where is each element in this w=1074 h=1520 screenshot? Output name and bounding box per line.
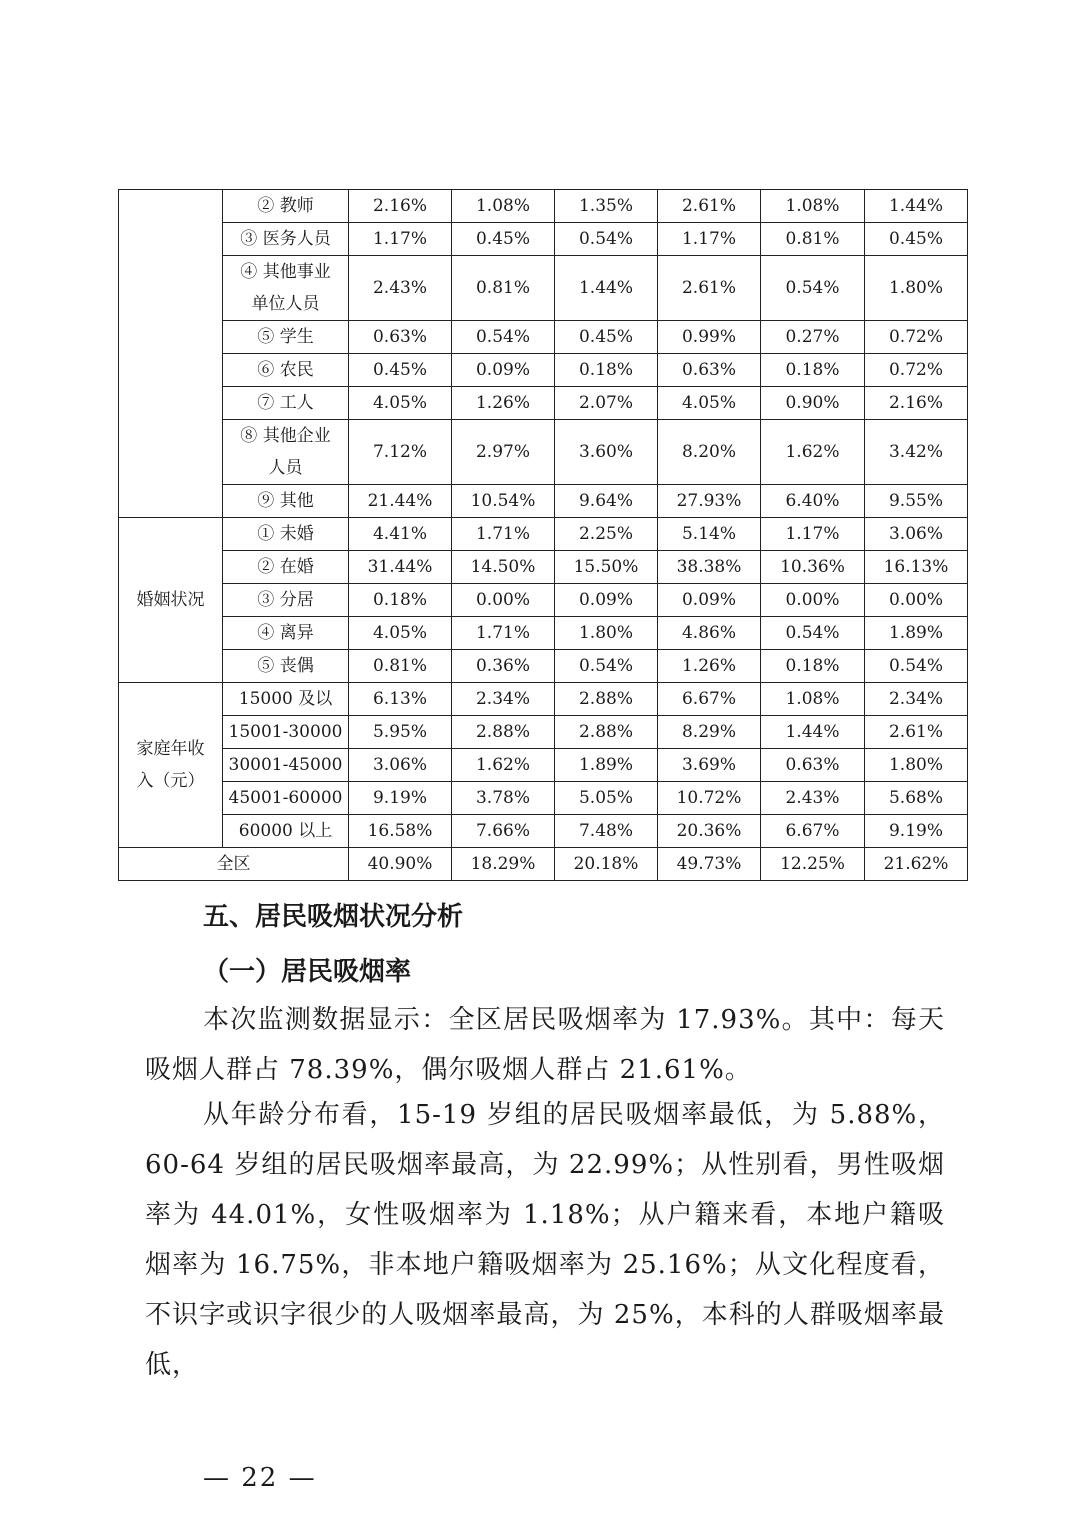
table-cell-value: 1.08% (761, 190, 865, 223)
table-cell-value: 9.55% (865, 485, 968, 518)
table-cell-value: 2.88% (452, 716, 555, 749)
table-cell-value: 6.67% (761, 815, 865, 848)
table-cell-value: 1.71% (452, 518, 555, 551)
table-row (119, 387, 968, 420)
row-label (223, 256, 349, 321)
table-cell-value: 27.93% (658, 485, 761, 518)
table-cell-value: 3.42% (865, 420, 968, 485)
page-number: — 22 — (203, 1463, 317, 1493)
table-cell-value: 0.54% (555, 223, 658, 256)
table-cell-value: 2.97% (452, 420, 555, 485)
table-cell-value: 18.29% (452, 848, 555, 881)
total-label: 全区 (119, 848, 349, 881)
table-cell-value: 0.63% (349, 321, 452, 354)
table-cell-value: 1.80% (555, 617, 658, 650)
table-cell-value: 0.18% (555, 354, 658, 387)
section-heading: 五、居民吸烟状况分析 (203, 902, 464, 932)
table-cell-value: 0.45% (349, 354, 452, 387)
table-row (119, 749, 968, 782)
table-cell-value: 1.44% (555, 256, 658, 321)
table-row (119, 354, 968, 387)
table-cell-value: 14.50% (452, 551, 555, 584)
row-label-line1: ⑧ 其他企业 (240, 426, 331, 446)
table-cell-value: 2.34% (452, 683, 555, 716)
table-cell-value: 3.69% (658, 749, 761, 782)
table-cell-value: 5.68% (865, 782, 968, 815)
table-cell-value: 4.05% (349, 387, 452, 420)
row-label: ③ 医务人员 (223, 223, 349, 256)
table-cell-value: 0.18% (761, 650, 865, 683)
row-label: 15000 及以 (223, 683, 349, 716)
table-row (119, 815, 968, 848)
row-label: ⑨ 其他 (223, 485, 349, 518)
row-label-line1: ④ 其他事业 (240, 262, 331, 282)
table-cell-value: 20.18% (555, 848, 658, 881)
table-cell-value: 8.29% (658, 716, 761, 749)
table-row (119, 485, 968, 518)
table-row (119, 683, 968, 716)
table-cell-value: 0.45% (555, 321, 658, 354)
table-cell-value: 7.12% (349, 420, 452, 485)
table-cell-value: 2.43% (761, 782, 865, 815)
category-cell-marital: 婚姻状况 (119, 518, 223, 683)
table-cell-value: 16.58% (349, 815, 452, 848)
table-row (119, 256, 968, 321)
table-row (119, 584, 968, 617)
table-cell-value: 0.45% (452, 223, 555, 256)
table-cell-value: 4.05% (349, 617, 452, 650)
table-cell-value: 4.41% (349, 518, 452, 551)
table-row (119, 321, 968, 354)
table-cell-value: 8.20% (658, 420, 761, 485)
table-cell-value: 0.63% (658, 354, 761, 387)
table-cell-value: 0.54% (865, 650, 968, 683)
table-cell-value: 2.61% (658, 256, 761, 321)
table-cell-value: 1.44% (865, 190, 968, 223)
table-row (119, 223, 968, 256)
table-cell-value: 1.80% (865, 749, 968, 782)
table-cell-value: 0.54% (555, 650, 658, 683)
table-cell-value: 0.81% (761, 223, 865, 256)
table-cell-value: 7.66% (452, 815, 555, 848)
table-cell-value: 9.19% (349, 782, 452, 815)
row-label: ② 在婚 (223, 551, 349, 584)
table-cell-value: 0.09% (658, 584, 761, 617)
table-cell-value: 15.50% (555, 551, 658, 584)
table-cell-value: 0.81% (452, 256, 555, 321)
table-cell-value: 2.88% (555, 683, 658, 716)
row-label: ⑤ 丧偶 (223, 650, 349, 683)
table-cell-value: 1.26% (658, 650, 761, 683)
table-cell-value: 1.17% (349, 223, 452, 256)
row-label: ④ 离异 (223, 617, 349, 650)
table-row (119, 518, 968, 551)
row-label: 15001-30000 (223, 716, 349, 749)
table-cell-value: 0.27% (761, 321, 865, 354)
table-cell-value: 1.17% (658, 223, 761, 256)
row-label: ② 教师 (223, 190, 349, 223)
table-cell-value: 0.18% (349, 584, 452, 617)
table-cell-value: 6.40% (761, 485, 865, 518)
table-cell-value: 12.25% (761, 848, 865, 881)
table-cell-value: 4.05% (658, 387, 761, 420)
table-cell-value: 1.44% (761, 716, 865, 749)
row-label: 30001-45000 (223, 749, 349, 782)
table-cell-value: 10.72% (658, 782, 761, 815)
table-cell-value: 40.90% (349, 848, 452, 881)
table-cell-value: 0.99% (658, 321, 761, 354)
table-cell-value: 5.95% (349, 716, 452, 749)
table-cell-value: 0.09% (555, 584, 658, 617)
table-cell-value: 10.36% (761, 551, 865, 584)
table-row (119, 551, 968, 584)
paragraph-1-text: 本次监测数据显示：全区居民吸烟率为 17.93%。其中：每天吸烟人群占 78.39%，偶尔吸烟人群占 21.61%。 (145, 1005, 945, 1085)
row-label: 60000 以上 (223, 815, 349, 848)
table-cell-value: 1.35% (555, 190, 658, 223)
table-cell-value: 0.72% (865, 321, 968, 354)
paragraph-2-text: 从年龄分布看，15-19 岁组的居民吸烟率最低，为 5.88%，60-64 岁组的居民吸烟率最高，为 22.99%；从性别看，男性吸烟率为 44.01%，女性吸烟率为 1.18%；从户籍来看，本地户籍吸烟率为 16.75%，非本地户籍吸烟率为 25.16%；从文化程度看，不识字或识字很少的人吸烟率最高，为 25%，本科的人群吸烟率最低， (145, 1100, 945, 1380)
table-cell-value: 2.43% (349, 256, 452, 321)
table-cell-value: 0.63% (761, 749, 865, 782)
row-label: 45001-60000 (223, 782, 349, 815)
table-cell-value: 21.62% (865, 848, 968, 881)
table-row (119, 650, 968, 683)
row-label-line2: 人员 (268, 458, 303, 478)
table-cell-value: 1.80% (865, 256, 968, 321)
row-label: ⑤ 学生 (223, 321, 349, 354)
table-cell-value: 1.08% (452, 190, 555, 223)
table-cell-value: 1.62% (452, 749, 555, 782)
table-cell-value: 16.13% (865, 551, 968, 584)
table-cell-value: 5.05% (555, 782, 658, 815)
table-cell-value: 2.16% (349, 190, 452, 223)
table-cell-value: 21.44% (349, 485, 452, 518)
table-cell-value: 0.90% (761, 387, 865, 420)
table-cell-value: 2.34% (865, 683, 968, 716)
table-cell-value: 2.88% (555, 716, 658, 749)
table-cell-value: 0.36% (452, 650, 555, 683)
table-cell-value: 9.19% (865, 815, 968, 848)
table-cell-value: 0.09% (452, 354, 555, 387)
table-cell-value: 0.81% (349, 650, 452, 683)
table-cell-value: 10.54% (452, 485, 555, 518)
table-cell-value: 31.44% (349, 551, 452, 584)
table-row-total (119, 848, 968, 881)
row-label: ① 未婚 (223, 518, 349, 551)
table-cell-value: 0.54% (452, 321, 555, 354)
category-cell-occupation (119, 190, 223, 518)
table-cell-value: 1.89% (865, 617, 968, 650)
table-cell-value: 1.62% (761, 420, 865, 485)
table-cell-value: 2.07% (555, 387, 658, 420)
table-cell-value: 20.36% (658, 815, 761, 848)
row-label: ③ 分居 (223, 584, 349, 617)
table-cell-value: 9.64% (555, 485, 658, 518)
table-cell-value: 0.54% (761, 617, 865, 650)
table-cell-value: 2.61% (658, 190, 761, 223)
table-cell-value: 5.14% (658, 518, 761, 551)
statistics-table (118, 189, 968, 881)
table-cell-value: 1.89% (555, 749, 658, 782)
table-cell-value: 0.18% (761, 354, 865, 387)
table-cell-value: 3.06% (349, 749, 452, 782)
paragraph-2 (145, 1090, 945, 1390)
row-label (223, 420, 349, 485)
table-cell-value: 7.48% (555, 815, 658, 848)
table-row (119, 782, 968, 815)
table-cell-value: 2.25% (555, 518, 658, 551)
table-cell-value: 49.73% (658, 848, 761, 881)
table-cell-value: 1.17% (761, 518, 865, 551)
table-cell-value: 2.61% (865, 716, 968, 749)
table-cell-value: 3.60% (555, 420, 658, 485)
table-cell-value: 0.54% (761, 256, 865, 321)
table-cell-value: 1.71% (452, 617, 555, 650)
table-cell-value: 4.86% (658, 617, 761, 650)
row-label: ⑥ 农民 (223, 354, 349, 387)
table-row (119, 420, 968, 485)
table-row (119, 190, 968, 223)
table-cell-value: 3.06% (865, 518, 968, 551)
table-cell-value: 1.26% (452, 387, 555, 420)
table-cell-value: 6.13% (349, 683, 452, 716)
table-body (119, 190, 968, 881)
table-cell-value: 0.00% (452, 584, 555, 617)
table-cell-value: 1.08% (761, 683, 865, 716)
table-cell-value: 0.45% (865, 223, 968, 256)
subsection-heading: （一）居民吸烟率 (203, 957, 412, 987)
paragraph-1 (145, 995, 945, 1095)
table-cell-value: 38.38% (658, 551, 761, 584)
table-cell-value: 6.67% (658, 683, 761, 716)
table-row (119, 716, 968, 749)
table-cell-value: 0.00% (761, 584, 865, 617)
row-label: ⑦ 工人 (223, 387, 349, 420)
table-row (119, 617, 968, 650)
table-cell-value: 3.78% (452, 782, 555, 815)
table-cell-value: 0.00% (865, 584, 968, 617)
category-cell-income: 家庭年收入（元） (119, 683, 223, 848)
table-cell-value: 2.16% (865, 387, 968, 420)
row-label-line2: 单位人员 (251, 294, 320, 314)
table-cell-value: 0.72% (865, 354, 968, 387)
